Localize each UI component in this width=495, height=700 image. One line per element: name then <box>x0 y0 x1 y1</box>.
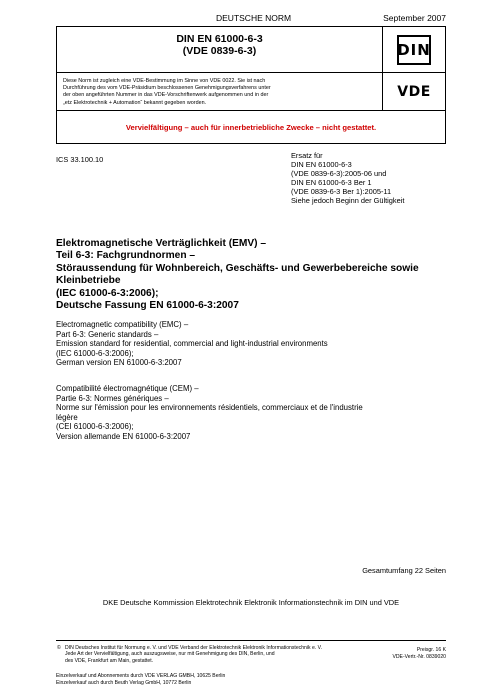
vde-logo-cell <box>383 73 445 111</box>
english-title <box>56 320 446 368</box>
order-number: VDE-Vertr.-Nr. 0839020 <box>392 653 446 660</box>
french-title-line: Compatibilité électromagnétique (CEM) – <box>56 384 199 393</box>
publication-date: September 2007 <box>383 13 446 23</box>
committee-line: DKE Deutsche Kommission Elektrotechnik Elektronik Informationstechnik im DIN und VDE <box>102 598 400 607</box>
copyright-line: des VDE, Frankfurt am Main, gestattet. <box>65 657 154 664</box>
sales-line: Einzelverkauf auch durch Beuth Verlag GmbH, 10772 Berlin <box>56 679 192 686</box>
sales-info <box>56 673 225 686</box>
replaces-line: Siehe jedoch Beginn der Gültigkeit <box>291 195 405 205</box>
din-logo: DIN <box>397 35 431 65</box>
ics-code: ICS 33.100.10 <box>56 155 104 164</box>
copyright-symbol: © <box>57 645 61 651</box>
replaces-line: DIN EN 61000-6-3 Ber 1 <box>291 177 372 187</box>
french-title-line: Partie 6-3: Normes génériques – <box>56 393 169 403</box>
standard-number: DIN EN 61000-6-3 <box>176 33 263 45</box>
copy-warning: Vervielfältigung – auch für innerbetriebliche Zwecke – nicht gestattet. <box>125 122 377 132</box>
total-pages: Gesamtumfang 22 Seiten <box>362 566 446 575</box>
french-title-line: Version allemande EN 61000-6-3:2007 <box>56 431 191 441</box>
vde-classification: (VDE 0839-6-3) <box>182 45 257 57</box>
order-info <box>392 647 446 660</box>
standard-number-cell <box>57 27 383 73</box>
german-title-line: Kleinbetriebe <box>56 275 121 287</box>
german-title-line: Teil 6-3: Fachgrundnormen – <box>56 250 196 262</box>
english-title-line: Emission standard for residential, commercial and light-industrial environments <box>56 339 328 349</box>
french-title-line: légère <box>56 412 78 422</box>
notice-line: Durchführung des vom VDE-Präsidium beschlossenen Genehmigungsverfahrens unter <box>63 85 271 92</box>
price-group: Preisgr. 16 K <box>416 647 446 653</box>
french-title <box>56 384 446 442</box>
german-title <box>56 238 446 312</box>
french-title-line: (CEI 61000-6-3:2006); <box>56 422 134 432</box>
notice-line: der oben angeführten Nummer in das VDE-Vorschriftenwerk aufgenommen und in der <box>63 92 269 99</box>
din-logo-cell <box>383 27 445 73</box>
german-title-line: Elektromagnetische Verträglichkeit (EMV) – <box>56 238 267 249</box>
replaces-line: Ersatz für <box>291 151 323 160</box>
english-title-line: Electromagnetic compatibility (EMC) – <box>56 320 189 329</box>
replaces-block <box>291 152 404 205</box>
document-header <box>56 13 446 26</box>
notice-line: „etz Elektrotechnik + Automation“ bekannt gegeben worden. <box>63 99 207 106</box>
vde-logo: VDE <box>397 83 431 100</box>
english-title-line: German version EN 61000-6-3:2007 <box>56 358 182 368</box>
copyright-block <box>56 645 386 664</box>
replaces-line: DIN EN 61000-6-3 <box>291 159 352 169</box>
copyright-line: DIN Deutsches Institut für Normung e. V. und VDE Verband der Elektrotechnik Elektronik Informationstechnik e. V. <box>65 645 322 651</box>
standard-type-label: DEUTSCHE NORM <box>216 13 292 23</box>
replaces-line: (VDE 0839-6-3 Ber 1):2005-11 <box>291 186 392 196</box>
copyright-line: Jede Art der Vervielfältigung, auch auszugsweise, nur mit Genehmigung des DIN, Berlin, und <box>65 651 275 658</box>
sales-line: Einzelverkauf und Abonnements durch VDE VERLAG GMBH, 10625 Berlin <box>56 673 226 679</box>
title-frame <box>56 26 446 144</box>
german-title-line: (IEC 61000-6-3:2006); <box>56 287 159 299</box>
vde-notice <box>57 73 383 111</box>
french-title-line: Norme sur l'émission pour les environnements résidentiels, commerciaux et de l'industrie <box>56 403 363 413</box>
english-title-line: (IEC 61000-6-3:2006); <box>56 348 134 358</box>
footer-divider <box>56 640 446 641</box>
notice-line: Diese Norm ist zugleich eine VDE-Bestimmung im Sinne von VDE 0022. Sie ist nach <box>63 78 266 84</box>
german-title-line: Deutsche Fassung EN 61000-6-3:2007 <box>56 300 239 312</box>
replaces-line: (VDE 0839-6-3):2005-06 und <box>291 168 387 178</box>
german-title-line: Störaussendung für Wohnbereich, Geschäfts- und Gewerbebereiche sowie <box>56 262 419 274</box>
english-title-line: Part 6-3: Generic standards – <box>56 329 159 339</box>
